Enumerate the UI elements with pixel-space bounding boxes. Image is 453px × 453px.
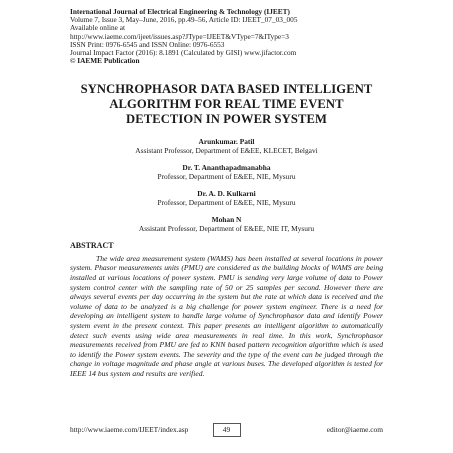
page-number: 49 [213,423,241,437]
author-block [70,215,383,233]
author-name: Mohan N [211,214,242,224]
paper-title: SYNCHROPHASOR DATA BASED INTELLIGENT ALGORITHM FOR REAL TIME EVENT DETECTION IN POWER SYSTEM [80,82,373,127]
journal-available-label: Available online at [70,23,125,33]
journal-volume-line: Volume 7, Issue 3, May–June, 2016, pp.49–56, Article ID: IJEET_07_03_005 [70,15,298,25]
author-list [70,137,383,233]
journal-name: International Journal of Electrical Engineering & Technology (IJEET) [70,7,290,16]
author-name: Dr. T. Ananthapadmanabha [182,162,271,172]
page-footer [70,423,383,437]
journal-impact-factor: Journal Impact Factor (2016): 8.1891 (Calculated by GISI) www.jifactor.com [70,48,297,58]
journal-issn: ISSN Print: 0976-6545 and ISSN Online: 0976-6553 [70,39,225,49]
author-affiliation: Professor, Department of E&EE, NIE, Mysuru [157,197,296,207]
footer-url-link[interactable]: http://www.iaeme.com/IJEET/index.asp [70,425,189,434]
abstract-heading: ABSTRACT [70,240,114,250]
author-affiliation: Assistant Professor, Department of E&EE, NIE IT, Mysuru [138,223,315,233]
abstract-text: The wide area measurement system (WAMS) has been installed at several locations in power system. Phasor measurements units (PMU) are considered as the building blocks of WAMS are being installed at various locations of power system. PMU is sending very large volume of data to Power system control center with the sampling rate of 50 or 25 samples per second. However there are always several events per day occurring in the system but the rate at which data is received and the volume of data to be analyzed is a big challenge for power system engineer. There is a need for developing an intelligent system to handle large volume of Synchrophasor data and identify Power system event in the present context. This paper presents an intelligent algorithm to automatically detect such events using wide area measurements in real time. In this work, Synchrophasor measurements received from PMU are fed to KNN based pattern recognition algorithm which is used to identify the Power system events. The severity and the type of the event can be judged through the change in voltage magnitude and phase angle at various buses. The developed algorithm is tested for IEEE 14 bus system and results are verified. [70,253,383,378]
author-name: Arunkumar. Patil [198,136,255,146]
author-affiliation: Professor, Department of E&EE, NIE, Mysuru [157,171,296,181]
footer-email-link[interactable]: editor@iaeme.com [326,425,383,434]
author-block [70,189,383,207]
author-block [70,163,383,181]
journal-publisher: © IAEME Publication [70,56,140,66]
author-affiliation: Assistant Professor, Department of E&EE, KLECET, Belgavi [135,145,318,155]
author-block [70,137,383,155]
journal-header [70,8,383,65]
author-name: Dr. A. D. Kulkarni [197,188,256,198]
journal-url-link[interactable]: http://www.iaeme.com/ijeet/issues.asp?JType=IJEET&VType=7&IType=3 [70,31,289,41]
